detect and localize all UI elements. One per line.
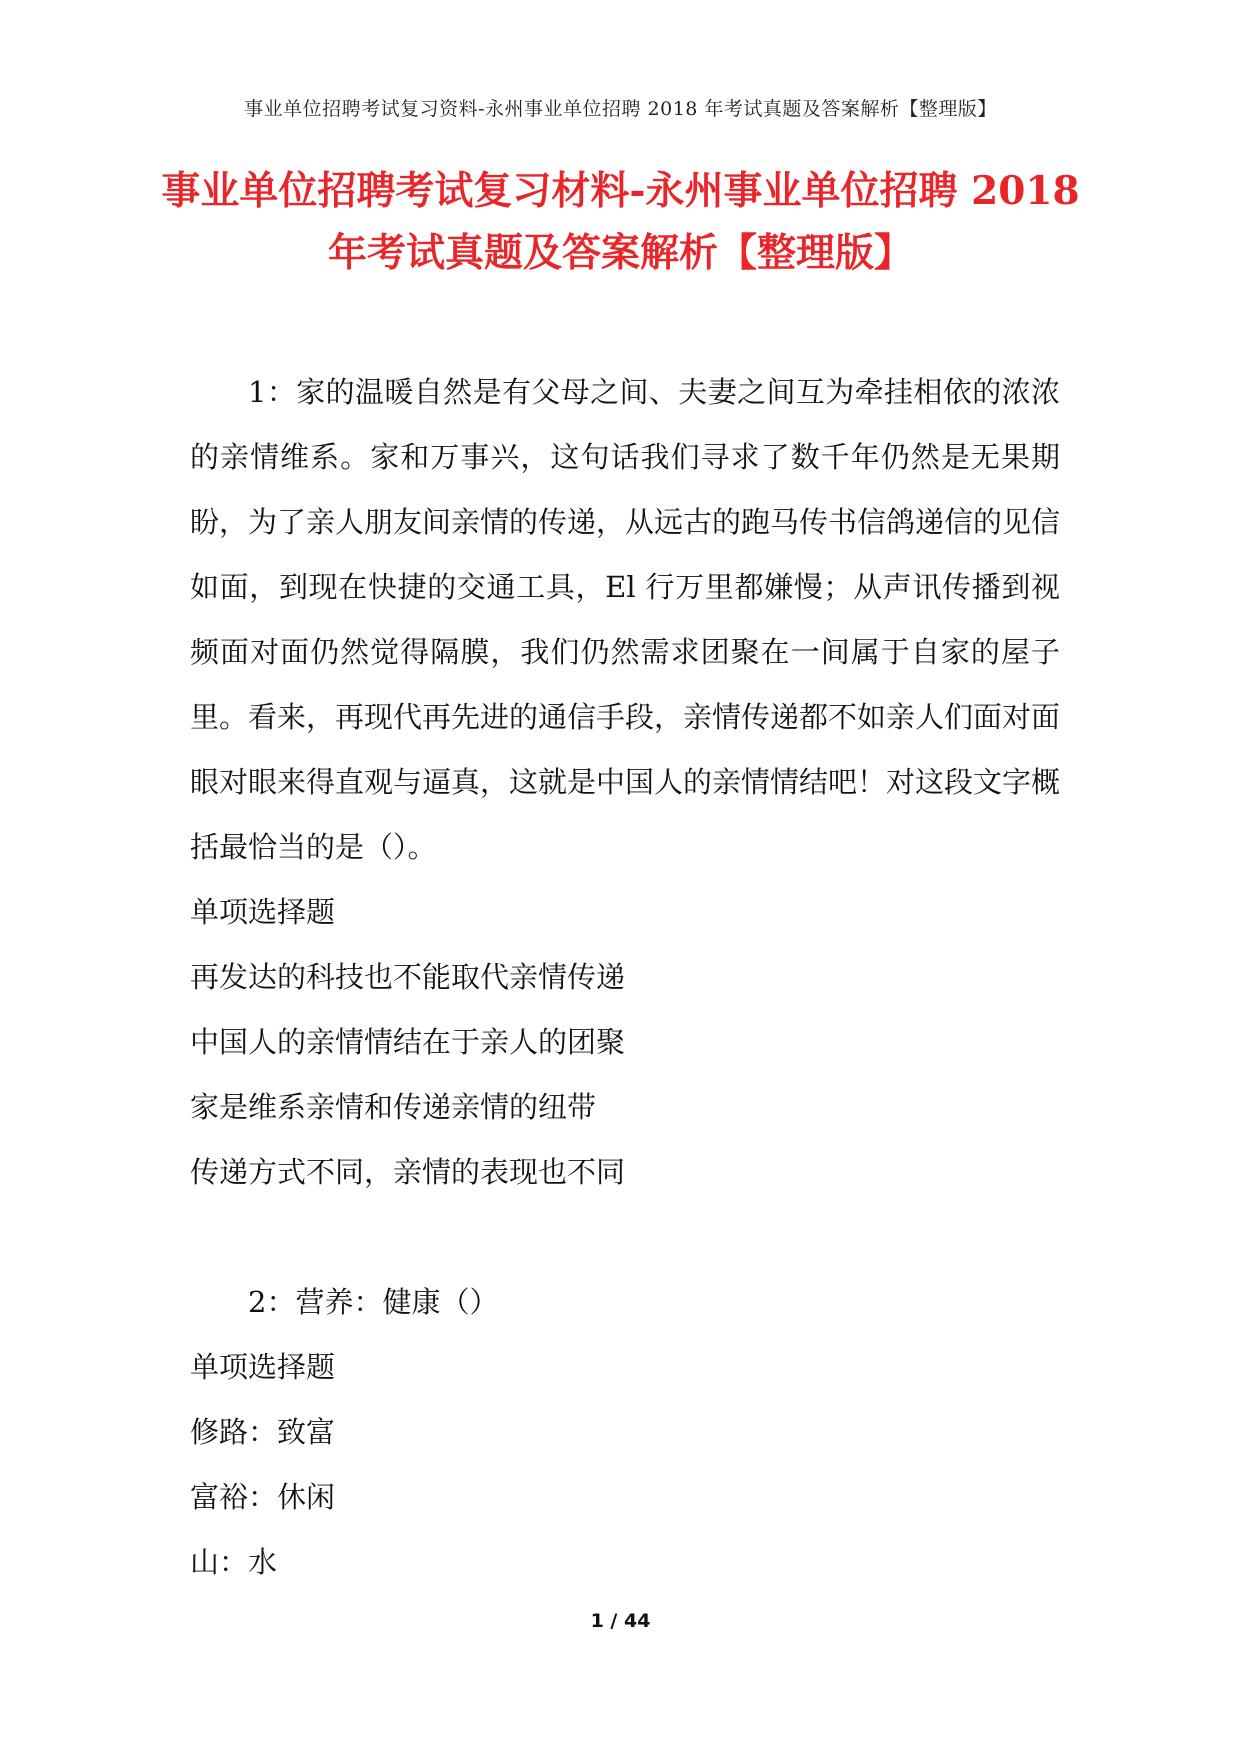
option-d: 传递方式不同，亲情的表现也不同 bbox=[190, 1155, 626, 1189]
question-stem: 1：家的温暖自然是有父母之间、夫妻之间互为牵挂相依的浓浓的亲情维系。家和万事兴，这句话我们寻求了数千年仍然是无果期盼，为了亲人朋友间亲情的传递，从远古的跑马传书信鸽递信的见信如面，到现在快捷的交通工具，El 行万里都嫌慢；从声讯传播到视频面对面仍然觉得隔膜，我们仍然需求团聚在一间属于自家的屋子里。看来，再现代再先进的通信手段，亲情传递都不如亲人们面对面眼对眼来得直观与逼真，这就是中国人的亲情情结吧！对这段文字概括最恰当的是（）。 bbox=[190, 375, 1061, 864]
document-body bbox=[190, 360, 1060, 1595]
title-line-1: 事业单位招聘考试复习材料-永州事业单位招聘 2018 bbox=[161, 168, 1080, 214]
option-c: 山：水 bbox=[190, 1545, 278, 1579]
document-title bbox=[140, 160, 1101, 284]
page-number: 1 / 44 bbox=[590, 1610, 651, 1632]
question-2 bbox=[190, 1270, 1060, 1595]
question-stem: 2：营养：健康（） bbox=[248, 1285, 499, 1319]
question-type: 单项选择题 bbox=[190, 1350, 336, 1384]
title-line-2: 年考试真题及答案解析【整理版】 bbox=[327, 230, 913, 276]
spacer bbox=[190, 1205, 1060, 1270]
option-a: 再发达的科技也不能取代亲情传递 bbox=[190, 960, 626, 994]
question-type: 单项选择题 bbox=[190, 895, 336, 929]
option-b: 中国人的亲情情结在于亲人的团聚 bbox=[190, 1025, 626, 1059]
option-c: 家是维系亲情和传递亲情的纽带 bbox=[190, 1090, 597, 1124]
option-a: 修路：致富 bbox=[190, 1415, 336, 1449]
question-1 bbox=[190, 360, 1060, 1205]
option-b: 富裕：休闲 bbox=[190, 1480, 336, 1514]
running-header: 事业单位招聘考试复习资料-永州事业单位招聘 2018 年考试真题及答案解析【整理版】 bbox=[244, 98, 997, 120]
